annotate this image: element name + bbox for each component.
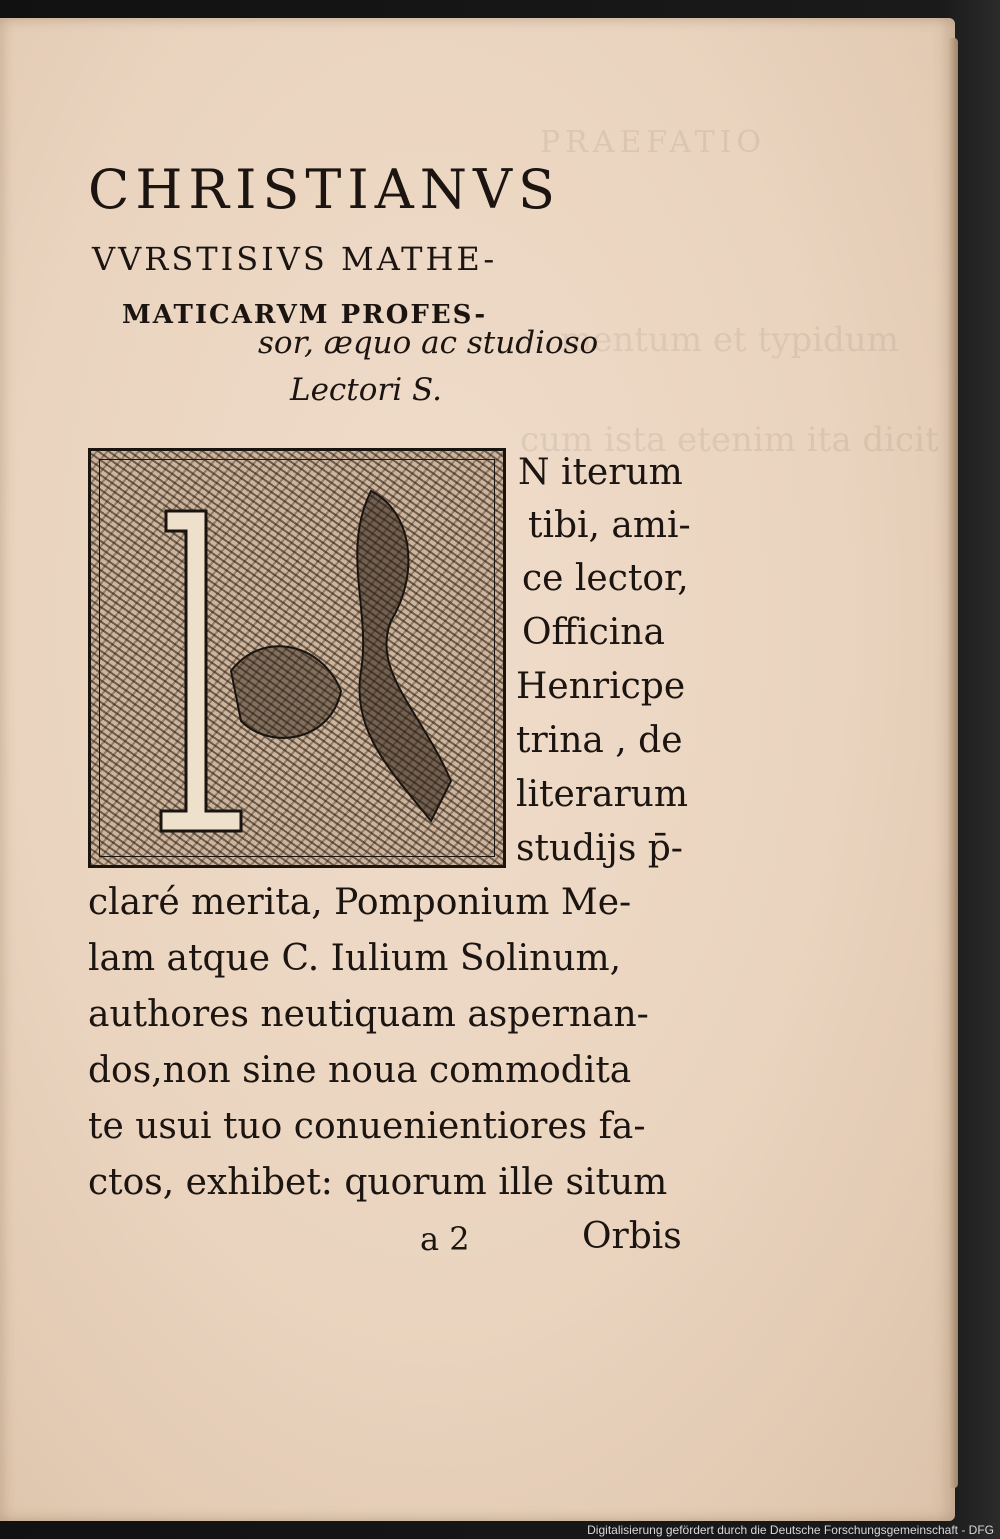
- body-line: authores neutiquam aspernan-: [88, 994, 649, 1035]
- heading-line-1: CHRISTIANVS: [88, 158, 561, 221]
- show-through: PRAEFATIO: [540, 125, 767, 160]
- body-line: studijs p̄-: [516, 828, 683, 869]
- body-line: trina , de: [516, 720, 683, 761]
- footer-credit: Digitalisierung gefördert durch die Deutsche Forschungsgemeinschaft - DFG: [587, 1523, 994, 1537]
- show-through: mentum et typidum: [560, 320, 899, 360]
- signature-mark: a 2: [420, 1220, 470, 1258]
- body-line: te usui tuo conuenientiores fa-: [88, 1106, 646, 1147]
- woodcut-initial: [88, 448, 506, 868]
- heading-line-3: MATICARVM PROFES-: [122, 300, 488, 330]
- heading-line-2: VVRSTISIVS MATHE-: [92, 240, 498, 278]
- heading-line-5: Lectori S.: [290, 372, 442, 408]
- body-line: lam atque C. Iulium Solinum,: [88, 938, 622, 979]
- show-through: cum ista etenim ita dicit: [520, 420, 939, 460]
- initial-letter-graphic: [91, 451, 503, 865]
- body-line: Officina: [522, 612, 665, 653]
- body-line: N iterum: [518, 452, 683, 493]
- body-line: ce lector,: [522, 558, 689, 599]
- body-line: literarum: [516, 774, 689, 815]
- page-edge: [948, 38, 958, 1488]
- heading-line-4: sor, æquo ac studioso: [258, 325, 599, 361]
- body-line: tibi, ami-: [528, 505, 691, 546]
- body-line: dos,non sine noua commodita: [88, 1050, 632, 1091]
- body-line: claré merita, Pomponium Me-: [88, 882, 632, 923]
- body-line: Henricpe: [516, 666, 686, 707]
- catchword: Orbis: [582, 1216, 682, 1257]
- body-line: ctos, exhibet: quorum ille situm: [88, 1162, 668, 1203]
